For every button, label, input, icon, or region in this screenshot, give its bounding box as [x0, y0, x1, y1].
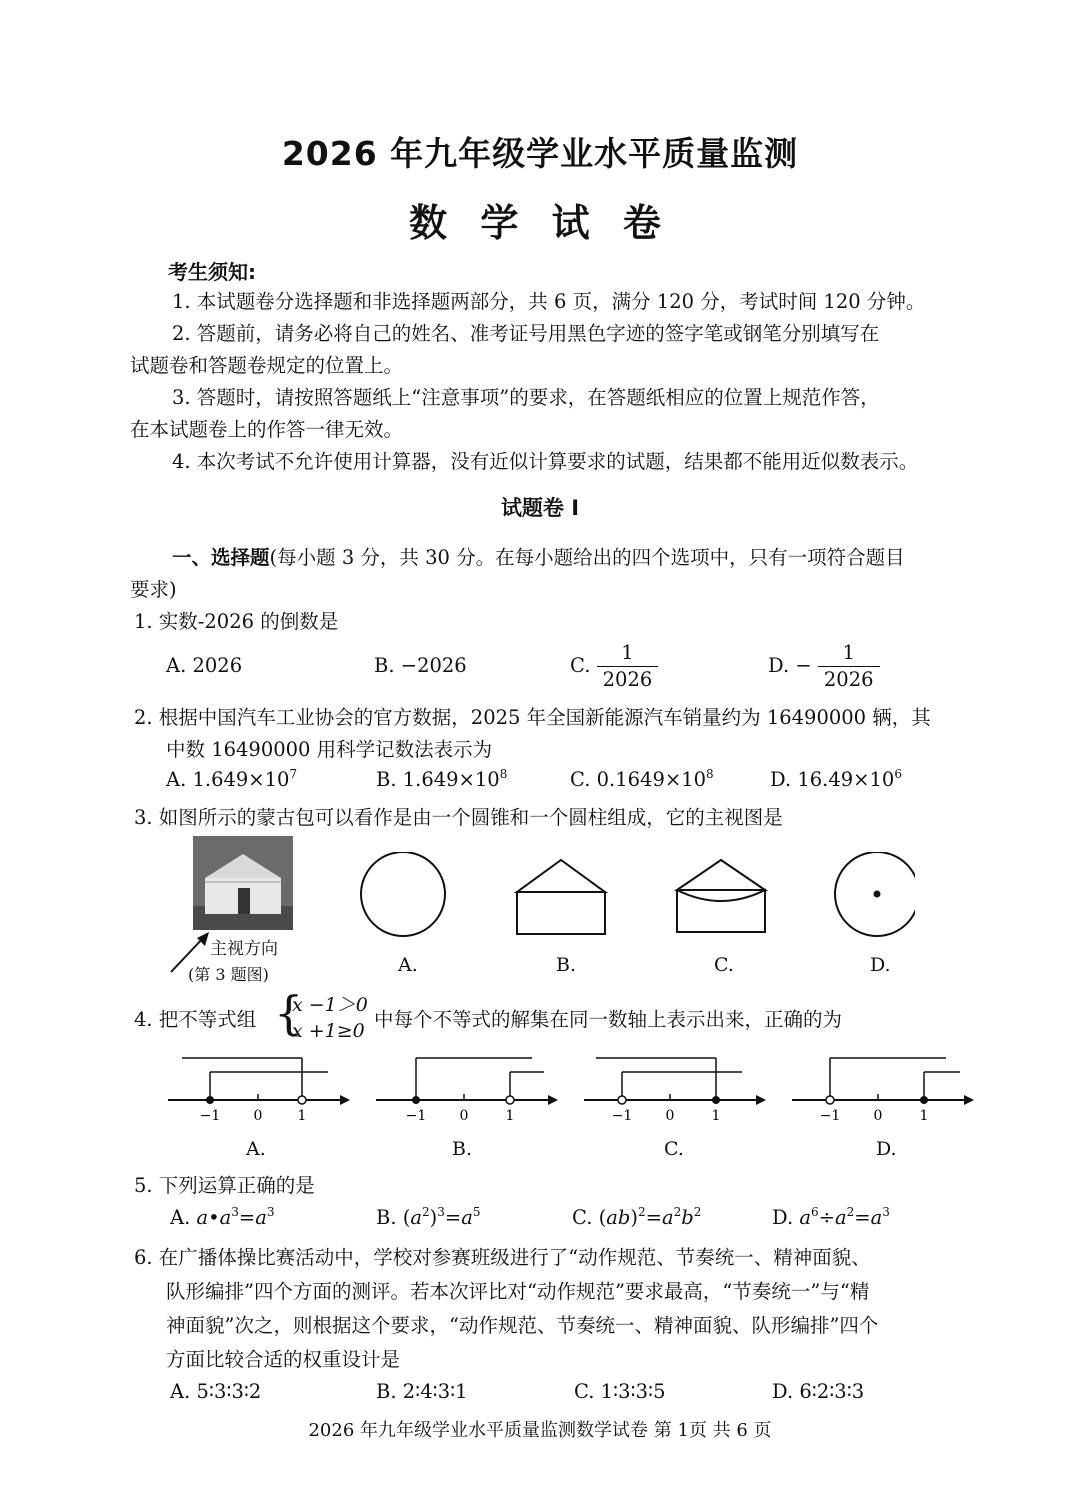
q2-option-a [166, 768, 297, 791]
option-c-triangle [677, 860, 765, 890]
tick-label: −1 [611, 1108, 633, 1124]
q2-option-c-exponent: 8 [706, 767, 714, 781]
section-intro-rest: (每小题 3 分，共 30 分。在每小题给出的四个选项中，只有一项符合题目 [269, 546, 905, 569]
q1-option-a: A. 2026 [166, 654, 243, 677]
q5-option-a-label: A. [170, 1206, 191, 1229]
q1-option-c [570, 640, 658, 693]
section-intro [172, 542, 905, 570]
q3-label-b: B. [556, 954, 577, 976]
question-1-stem: 1. 实数-2026 的倒数是 [134, 610, 339, 633]
question-6-line: 方面比较合适的权重设计是 [166, 1348, 401, 1371]
exam-title: 2026 年九年级学业水平质量监测 [281, 134, 799, 173]
q3-label-a: A. [398, 954, 418, 976]
q5-option-b: B. $(a^2)^3=a^5$ [376, 1205, 481, 1229]
tick-label: −1 [405, 1108, 427, 1124]
question-4-prefix: 4. 把不等式组 [134, 1008, 257, 1031]
number-line-a [168, 1058, 350, 1124]
tick-label: 0 [459, 1108, 469, 1124]
q5-option-d-label: D. [772, 1206, 794, 1229]
question-4-suffix: 中每个不等式的解集在同一数轴上表示出来，正确的为 [374, 1008, 843, 1031]
q5-option-c: C. $(ab)^2=a^2b^2$ [572, 1205, 702, 1229]
notice-item: 试题卷和答题卷规定的位置上。 [130, 354, 404, 377]
direction-label: 主视方向 [210, 939, 278, 959]
q3-label-c: C. [714, 954, 734, 976]
q1-option-b: B. −2026 [374, 654, 467, 677]
q1-option-c-label: C. [570, 654, 591, 677]
option-b-rectangle [517, 892, 605, 934]
fraction-numerator: 1 [818, 640, 880, 667]
q2-option-d-base: D. 16.49×10 [770, 768, 895, 791]
q2-option-b-exponent: 8 [499, 767, 508, 781]
section-intro-bold: 一、选择题 [172, 546, 270, 569]
q4-number-lines [160, 1050, 990, 1130]
q2-option-c [570, 768, 714, 791]
q4-label-b: B. [452, 1138, 473, 1160]
question-6-line: 神面貌”次之，则根据这个要求，“动作规范、节奏统一、精神面貌、队形编排”四个 [166, 1314, 879, 1337]
q6-option-c: C. 1∶3∶3∶5 [574, 1380, 666, 1403]
option-b-triangle [517, 860, 605, 892]
question-5-stem: 5. 下列运算正确的是 [134, 1174, 315, 1197]
q1-option-d-label: D. − [768, 654, 812, 677]
tick-label: 0 [665, 1108, 675, 1124]
inequality-1: x −1＞0 [292, 994, 368, 1016]
fraction-numerator: 1 [597, 640, 659, 667]
notice-item: 在本试题卷上的作答一律无效。 [130, 418, 404, 441]
tick-label: 0 [873, 1108, 883, 1124]
q2-option-c-base: C. 0.1649×10 [570, 768, 707, 791]
tick-label: 1 [297, 1108, 307, 1124]
number-line-c [584, 1058, 766, 1124]
page-footer: 2026 年九年级学业水平质量监测数学试卷 第 1页 共 6 页 [308, 1420, 772, 1441]
q6-option-b: B. 2∶4∶3∶1 [376, 1380, 468, 1403]
inequality-2: x +1≥0 [292, 1020, 365, 1042]
section-intro-line2: 要求) [130, 578, 177, 601]
q6-option-d: D. 6∶2∶3∶3 [772, 1380, 865, 1403]
fraction-denominator: 2026 [823, 668, 874, 691]
q2-option-b [376, 768, 507, 791]
q5-option-a: A. $a•a^3=a^3$ [170, 1205, 275, 1229]
notice-item: 4. 本次考试不允许使用计算器，没有近似计算要求的试题，结果都不能用近似数表示。 [172, 450, 919, 473]
notice-item: 1. 本试题卷分选择题和非选择题两部分，共 6 页，满分 120 分，考试时间 120 分钟。 [172, 290, 926, 313]
question-2-line1: 2. 根据中国汽车工业协会的官方数据，2025 年全国新能源汽车销量约为 16490000 辆，其 [134, 706, 931, 729]
q4-label-a: A. [246, 1138, 266, 1160]
system-brace: { [274, 986, 304, 1040]
q5-option-c-label: C. [572, 1206, 593, 1229]
figure-caption: (第 3 题图) [188, 965, 269, 984]
yurt-photo [193, 836, 293, 930]
q5-option-b-label: B. [376, 1206, 397, 1229]
q5-option-d: D. $a^6\div a^2=a^3$ [772, 1205, 890, 1229]
tick-label: 1 [505, 1108, 515, 1124]
exam-subtitle: 数 学 试 卷 [409, 201, 671, 245]
option-c-curved-body [677, 890, 765, 932]
yurt-door [238, 888, 250, 914]
question-6-line: 队形编排”四个方面的测评。若本次评比对“动作规范”要求最高，“节奏统一”与“精 [166, 1280, 870, 1303]
yurt-illustration [193, 836, 293, 930]
question-6-line: 6. 在广播体操比赛活动中，学校对参赛班级进行了“动作规范、节奏统一、精神面貌、 [134, 1246, 871, 1269]
q3-options-figures [355, 852, 915, 942]
q6-option-a: A. 5∶3∶3∶2 [170, 1380, 262, 1403]
q2-option-b-base: B. 1.649×10 [376, 768, 500, 791]
q1-option-d-fraction [818, 640, 880, 693]
fraction-denominator: 2026 [602, 668, 653, 691]
tick-label: 1 [919, 1108, 929, 1124]
tick-label: −1 [199, 1108, 221, 1124]
number-line-b [376, 1058, 558, 1124]
q2-option-d [770, 768, 902, 791]
option-d-center-dot [874, 891, 881, 898]
q1-option-c-fraction [597, 640, 659, 693]
tick-label: 1 [711, 1108, 721, 1124]
option-a-circle [361, 852, 445, 936]
tick-label: −1 [819, 1108, 841, 1124]
q3-label-d: D. [870, 954, 891, 976]
notice-item: 2. 答题前，请务必将自己的姓名、准考证号用黑色字迹的签字笔或钢笔分别填写在 [172, 322, 880, 345]
tick-label: 0 [253, 1108, 263, 1124]
notice-heading: 考生须知: [168, 260, 256, 284]
notice-item: 3. 答题时，请按照答题纸上“注意事项”的要求，在答题纸相应的位置上规范作答， [172, 386, 880, 409]
q2-option-a-base: A. 1.649×10 [166, 768, 290, 791]
number-line-d [792, 1058, 974, 1124]
q4-label-c: C. [664, 1138, 684, 1160]
q4-label-d: D. [876, 1138, 897, 1160]
question-2-line2: 中数 16490000 用科学记数法表示为 [166, 738, 493, 761]
question-3-stem: 3. 如图所示的蒙古包可以看作是由一个圆锥和一个圆柱组成，它的主视图是 [134, 806, 783, 829]
q1-option-d [768, 640, 880, 693]
section-heading: 试题卷 I [500, 496, 580, 520]
q2-option-a-exponent: 7 [289, 767, 298, 781]
q2-option-d-exponent: 6 [894, 767, 902, 781]
